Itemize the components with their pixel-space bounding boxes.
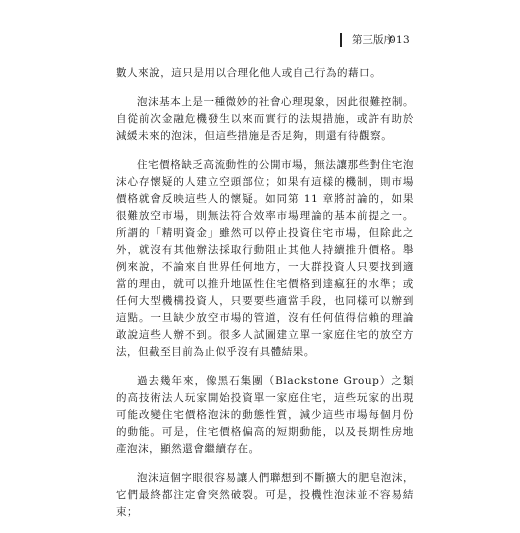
header-rule <box>340 33 342 47</box>
paragraph-4: 過去幾年來，像黑石集團（Blackstone Group）之類的高技術法人玩家開始投資單一家庭住宅，這些玩家的出現可能改變住宅價格泡沫的動態性質，減少這些市場每個月份的動能。可是，住宅價格偏高的短期動能，以及長期性房地產泡沫，顯然還會繼續存在。 <box>116 375 414 455</box>
running-header <box>340 33 490 47</box>
paragraph-2: 泡沫基本上是一種微妙的社會心理現象，因此很難控制。自從前次金融危機發生以來而實行的法規措施，或許有助於減緩未來的泡沫，但這些措施是否足夠，則還有待觀察。 <box>116 96 414 142</box>
body-text <box>116 65 414 533</box>
section-title: 第三版序 <box>352 34 394 46</box>
paragraph-3: 住宅價格缺乏高流動性的公開市場，無法讓那些對住宅泡沫心存懷疑的人建立空頭部位；如果有這樣的機制，則市場價格就會反映這些人的懷疑。如同第 11 章將討論的，如果很難放空市場，則無法符合效率市場理論的基本前提之一。所謂的「精明資金」雖然可以停止投資住宅市場，但除此之外，就沒有其他辦法採取行動阻止其他人持續推升價格。舉例來說，不論來自世界任何地方，一大群投資人只要找到適當的理由，就可以推升地區性住宅價格到達瘋狂的水準；或任何大型機構投資人，只要要些適當手段，也同樣可以辦到這點。一旦缺少放空市場的管道，沒有任何值得信賴的理論敢說這些人辦不到。很多人試圖建立單一家庭住宅的放空方法，但截至目前為止似乎沒有具體結果。 <box>116 159 414 358</box>
paragraph-5: 泡沫這個字眼很容易讓人們聯想到不斷擴大的肥皂泡沫，它們最終都注定會突然破裂。可是，投機性泡沫並不容易結束； <box>116 472 414 518</box>
page-number: 013 <box>389 34 410 46</box>
paragraph-1: 數人來說，這只是用以合理化他人或自己行為的藉口。 <box>116 67 382 79</box>
